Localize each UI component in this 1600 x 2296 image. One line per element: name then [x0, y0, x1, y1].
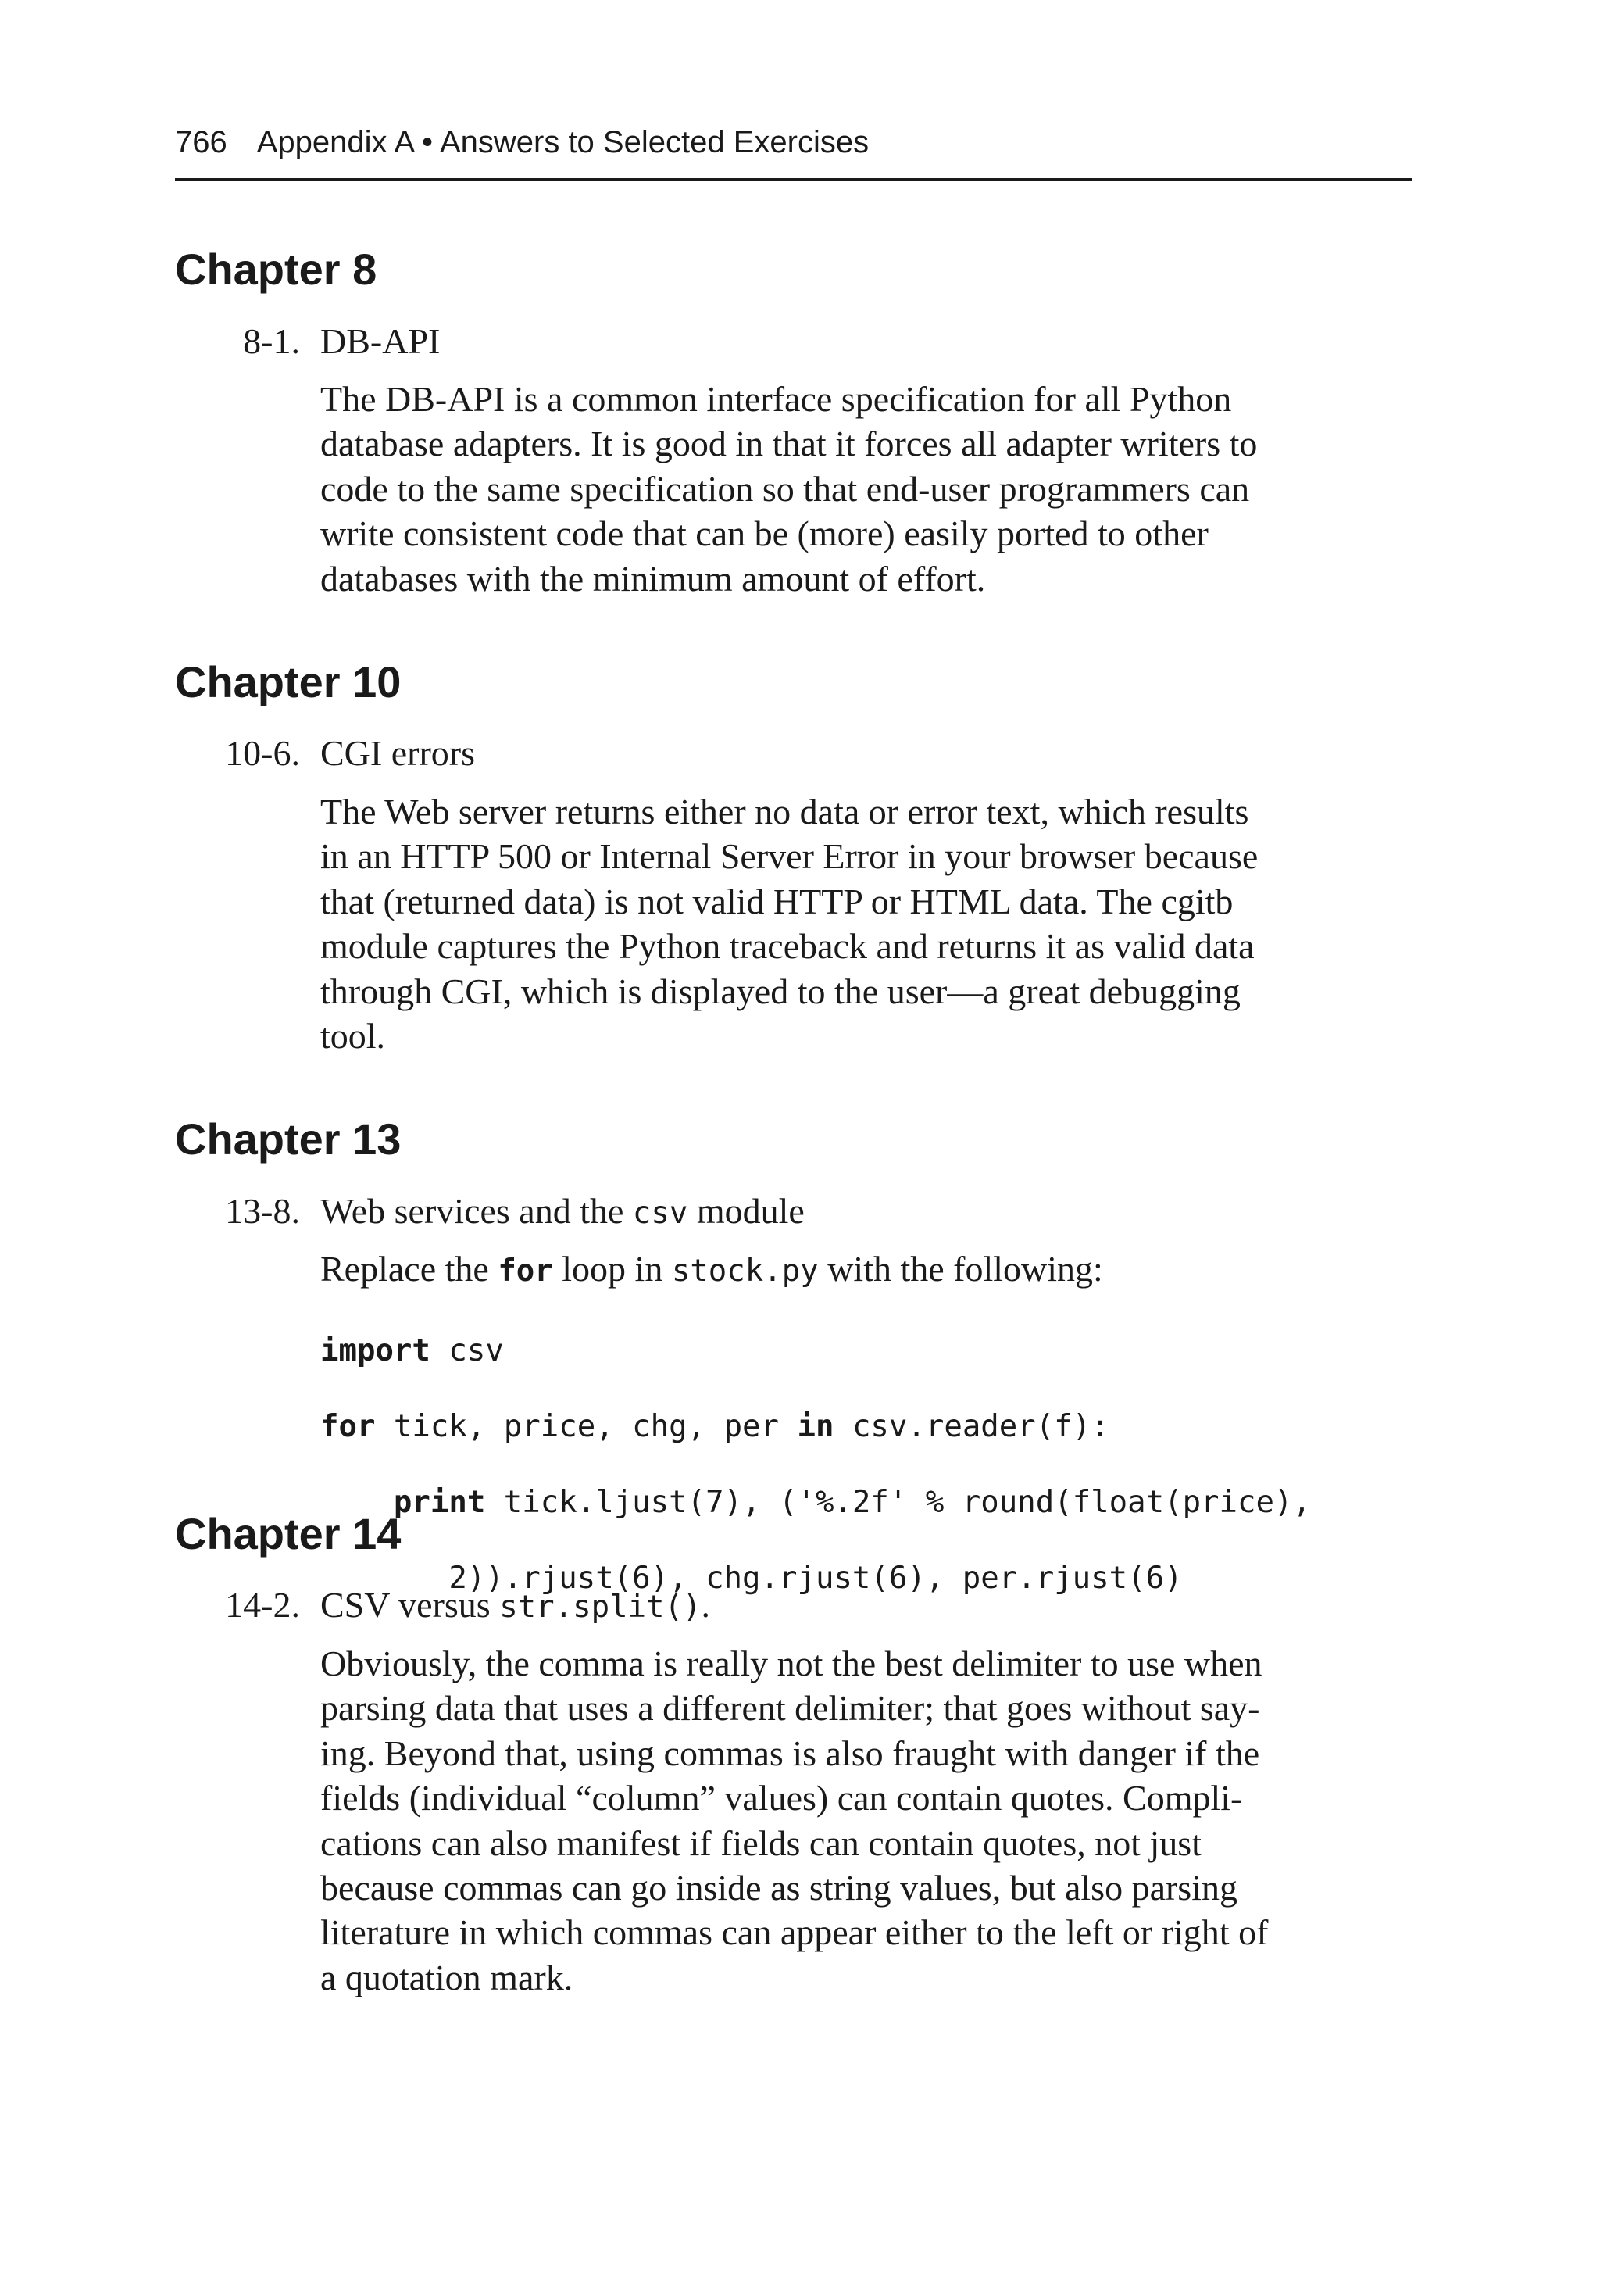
answer-line: literature in which commas can appear either to the left or right of — [320, 1912, 1269, 1953]
exercise-14-2-number: 14-2. — [225, 1585, 300, 1625]
exercise-13-8-intro — [320, 1246, 1414, 1293]
code-keyword: import — [320, 1332, 430, 1368]
title-after: . — [701, 1585, 710, 1625]
answer-line: code to the same specification so that end-user programmers can — [320, 468, 1250, 509]
code-line — [320, 1332, 1311, 1371]
exercise-14-2-title — [320, 1583, 710, 1630]
answer-line: in an HTTP 500 or Internal Server Error in your browser because — [320, 836, 1259, 877]
intro-text: Replace the — [320, 1249, 498, 1289]
running-header — [175, 122, 1412, 163]
exercise-8-1-answer — [320, 377, 1414, 601]
answer-line: tool. — [320, 1016, 386, 1057]
answer-line: The DB-API is a common interface specification for all Python — [320, 379, 1232, 419]
running-title: Appendix A • Answers to Selected Exercises — [256, 125, 870, 159]
code-text: csv.reader(f): — [834, 1408, 1109, 1444]
answer-line: parsing data that uses a different delimiter; that goes without say- — [320, 1688, 1260, 1729]
chapter-14-heading: Chapter 14 — [175, 1509, 402, 1558]
exercise-13-8-title — [320, 1189, 805, 1236]
chapter-8-heading: Chapter 8 — [175, 245, 377, 294]
page-number: 766 — [175, 125, 227, 159]
answer-line: databases with the minimum amount of effort. — [320, 558, 986, 599]
code-line: 2)).rjust(6), chg.rjust(6), per.rjust(6) — [320, 1560, 1183, 1596]
intro-text: with the following: — [818, 1249, 1103, 1289]
title-code: str.split() — [499, 1590, 702, 1625]
answer-line: that (returned data) is not valid HTTP or HTML data. The cgitb — [320, 881, 1234, 921]
exercise-14-2-answer — [320, 1641, 1414, 2000]
chapter-13-heading: Chapter 13 — [175, 1114, 402, 1164]
title-text: CSV versus — [320, 1585, 500, 1625]
code-line — [320, 1408, 1311, 1447]
intro-code-for: for — [498, 1254, 553, 1289]
code-text: tick, price, chg, per — [375, 1408, 798, 1444]
code-keyword: for — [320, 1408, 376, 1444]
code-keyword: in — [797, 1408, 834, 1444]
code-keyword: print — [393, 1484, 486, 1520]
answer-line: a quotation mark. — [320, 1957, 573, 1997]
intro-text: loop in — [552, 1249, 672, 1289]
exercise-8-1-title: DB-API — [320, 321, 441, 361]
answer-line: through CGI, which is displayed to the user—a great debugging — [320, 971, 1241, 1011]
answer-line: module captures the Python traceback and returns it as valid data — [320, 926, 1255, 967]
answer-line: ing. Beyond that, using commas is also fraught with danger if the — [320, 1733, 1260, 1773]
answer-line: The Web server returns either no data or error text, which results — [320, 792, 1249, 831]
exercise-8-1-number: 8-1. — [243, 321, 300, 361]
code-text: csv — [430, 1332, 504, 1368]
title-code: csv — [632, 1196, 688, 1231]
exercise-10-6-answer — [320, 789, 1414, 1058]
answer-line: fields (individual “column” values) can contain quotes. Compli- — [320, 1778, 1243, 1819]
code-text: tick.ljust(7), ('%.2f' % round(float(price), — [485, 1484, 1311, 1520]
answer-line: database adapters. It is good in that it forces all adapter writers to — [320, 424, 1258, 464]
code-line — [320, 1484, 1311, 1522]
header-rule — [175, 178, 1412, 181]
answer-line: because commas can go inside as string values, but also parsing — [320, 1868, 1238, 1908]
chapter-10-heading: Chapter 10 — [175, 657, 402, 706]
answer-line: write consistent code that can be (more) easily ported to other — [320, 513, 1209, 554]
intro-code-file: stock.py — [671, 1254, 819, 1289]
title-text: Web services and the — [320, 1191, 633, 1231]
answer-line: cations can also manifest if fields can contain quotes, not just — [320, 1822, 1202, 1863]
exercise-10-6-number: 10-6. — [225, 733, 300, 773]
exercise-13-8-number: 13-8. — [225, 1191, 300, 1231]
intro-line — [320, 1246, 1414, 1293]
title-after: module — [688, 1191, 805, 1231]
answer-line: Obviously, the comma is really not the best delimiter to use when — [320, 1643, 1262, 1683]
exercise-10-6-title: CGI errors — [320, 733, 475, 773]
